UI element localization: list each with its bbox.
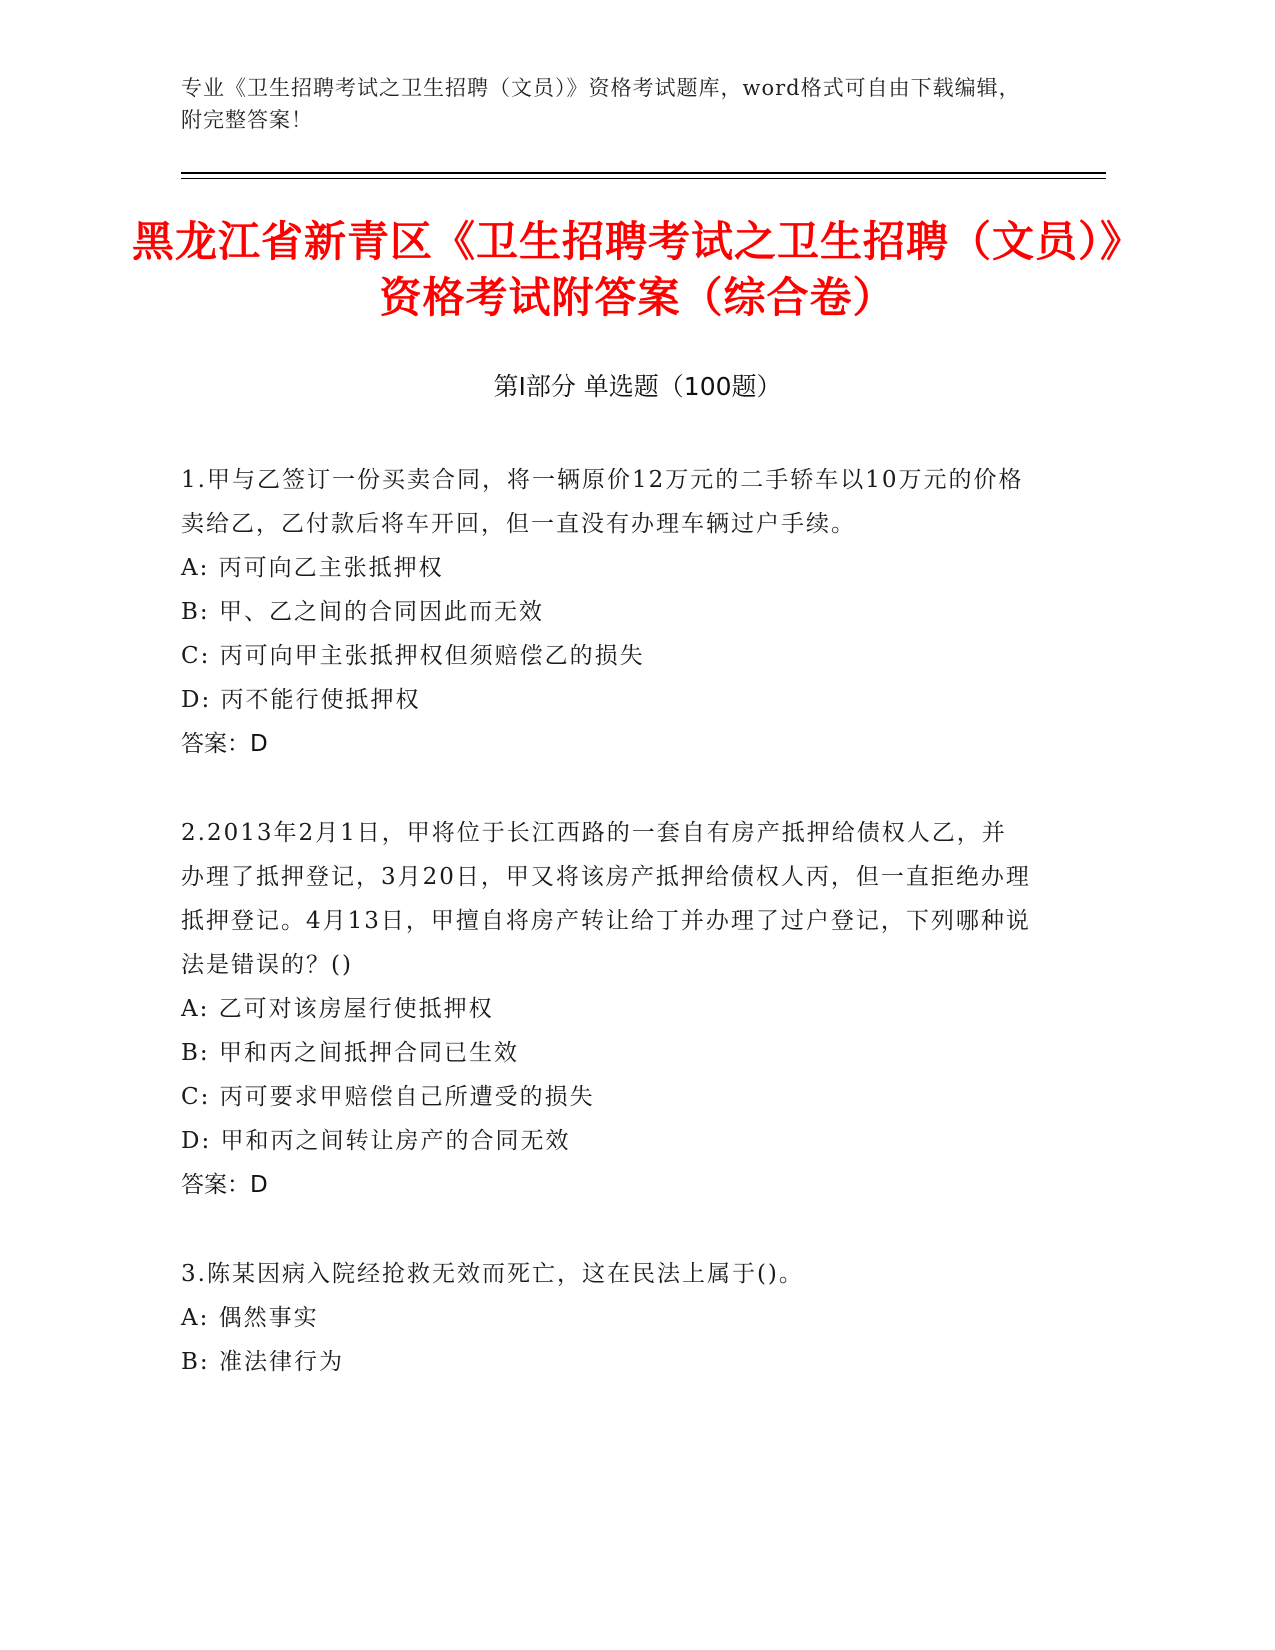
- option-b: B: 甲、乙之间的合同因此而无效: [181, 599, 544, 625]
- header-note: 专业《卫生招聘考试之卫生招聘（文员）》资格考试题库，word格式可自由下载编辑，附完整答案！: [181, 76, 1021, 132]
- document-title: 黑龙江省新青区《卫生招聘考试之卫生招聘（文员）》资格考试附答案（综合卷）: [131, 217, 1143, 322]
- option-c: C: 丙可向甲主张抵押权但须赔偿乙的损失: [181, 643, 645, 669]
- answer: 答案：D: [181, 731, 268, 757]
- question-2: [181, 811, 1031, 1207]
- section-title: 第I部分 单选题（100题）: [493, 372, 782, 401]
- question-stem: 3.陈某因病入院经抢救无效而死亡，这在民法上属于()。: [181, 1261, 804, 1287]
- option-d: D: 甲和丙之间转让房产的合同无效: [181, 1128, 571, 1154]
- question-stem: 1.甲与乙签订一份买卖合同，将一辆原价12万元的二手轿车以10万元的价格卖给乙，乙付款后将车开回，但一直没有办理车辆过户手续。: [181, 467, 1024, 537]
- option-d: D: 丙不能行使抵押权: [181, 687, 421, 713]
- header-rule-thick: [181, 172, 1106, 174]
- question-stem: 2.2013年2月1日，甲将位于长江西路的一套自有房产抵押给债权人乙，并办理了抵押登记，3月20日，甲又将该房产抵押给债权人丙，但一直拒绝办理抵押登记。4月13日，甲擅自将房产转让给丁并办理了过户登记，下列哪种说法是错误的？(): [181, 820, 1031, 978]
- option-b: B: 准法律行为: [181, 1349, 344, 1375]
- header-rule-thin: [181, 178, 1106, 179]
- answer: 答案：D: [181, 1172, 268, 1198]
- option-a: A: 丙可向乙主张抵押权: [181, 555, 444, 581]
- option-b: B: 甲和丙之间抵押合同已生效: [181, 1040, 519, 1066]
- option-a: A: 乙可对该房屋行使抵押权: [181, 996, 494, 1022]
- option-c: C: 丙可要求甲赔偿自己所遭受的损失: [181, 1084, 595, 1110]
- question-3: [181, 1252, 1031, 1384]
- question-1: [181, 458, 1031, 766]
- option-a: A: 偶然事实: [181, 1305, 319, 1331]
- question-list: [181, 458, 1031, 1429]
